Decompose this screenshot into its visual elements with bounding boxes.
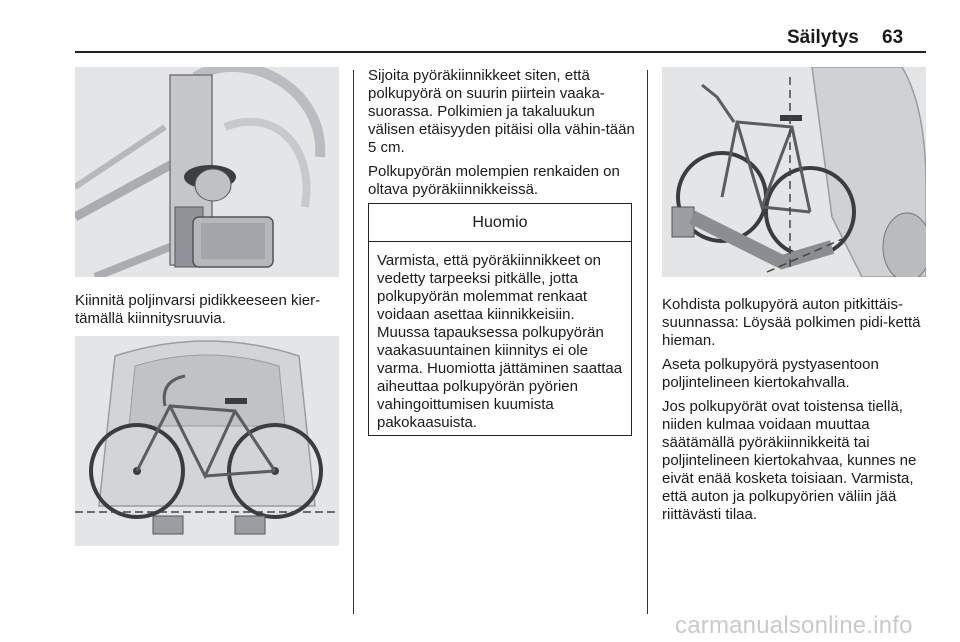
figure-pedal-holder [75,67,339,277]
bike-rear-illustration [75,336,339,546]
figure-bike-rear-view [75,336,339,546]
col2-paragraph-2: Polkupyörän molempien renkaiden on oltava pyöräkiinnikkeissä. [368,163,620,198]
notice-title: Huomio [369,204,631,242]
figure-bike-side-view [662,67,926,277]
caption-pedal-holder [75,292,343,334]
col3-paragraph-3: Jos polkupyörät ovat toistensa tiellä, niiden kulmaa voidaan muuttaa säätämällä pyöräkiinnikkeitä tai poljintelineen kiertokahvaa, kunnes ne eivät enää kosketa toisiaan. Varmista, että auton ja polkupyörien väliin jää riittävästi tilaa. [662,398,917,523]
col2-text [368,67,638,205]
col3-paragraph-2: Aseta polkupyörä pystyasentoon poljintelineen kiertokahvalla. [662,356,879,391]
notice-box [368,203,632,436]
caption-text: Kiinnitä poljinvarsi pidikkeeseen kier-tämällä kiinnitysruuvia. [75,292,321,327]
col3-text [662,296,932,530]
column-divider-left [353,70,354,614]
column-divider-right [647,70,648,614]
header-rule [75,51,926,53]
bike-side-illustration [662,67,926,277]
page-title: Säilytys [787,27,859,48]
pedal-holder-illustration [75,67,339,277]
col3-paragraph-1: Kohdista polkupyörä auton pitkittäis-suunnassa: Löysää polkimen pidi-kettä hieman. [662,296,921,349]
notice-body: Varmista, että pyöräkiinnikkeet on vedetty tarpeeksi pitkälle, jotta polkupyörän molemmat renkaat voidaan asettaa kiinnikkeisiin. Muussa tapauksessa polkupyörän vaakasuuntainen kiinnitys ei ole varma. Huomiotta jättäminen saattaa aiheuttaa polkupyörän pyörien vahingoittumisen kuumista pakokaasuista. [377,252,623,431]
watermark: carmanualsonline.info [675,612,913,639]
page-number: 63 [882,27,904,48]
col2-paragraph-1: Sijoita pyöräkiinnikkeet siten, että polkupyörä on suurin piirtein vaaka-suorassa. Polkimien ja takaluukun välisen etäisyyden pitäisi olla vähin-tään 5 cm. [368,67,635,156]
